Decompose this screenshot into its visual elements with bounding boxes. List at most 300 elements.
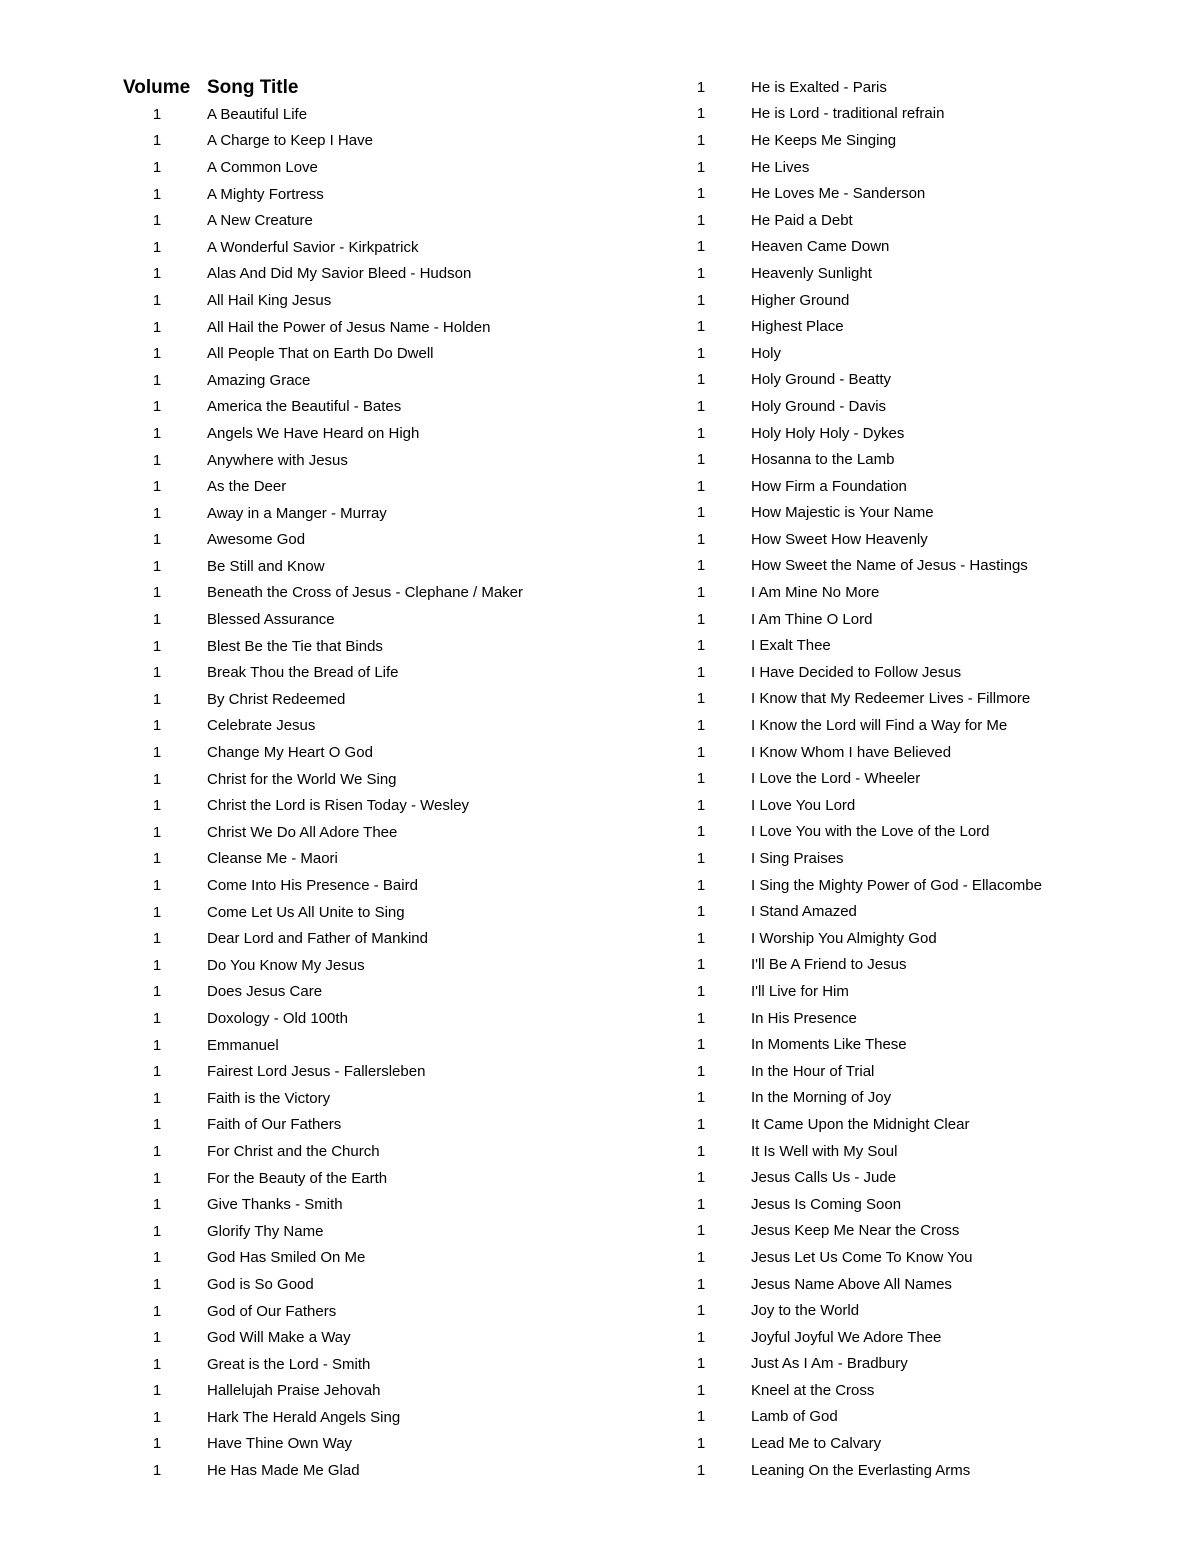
table-row — [662, 287, 1042, 314]
table-row — [662, 526, 1042, 553]
song-title-cell: Break Thou the Bread of Life — [207, 664, 399, 682]
table-row — [662, 180, 1042, 207]
song-title-cell: In the Hour of Trial — [751, 1062, 875, 1080]
table-row — [662, 606, 1042, 633]
table-row — [662, 1058, 1042, 1085]
table-row — [662, 260, 1042, 287]
volume-cell: 1 — [152, 1462, 162, 1480]
volume-cell: 1 — [696, 397, 706, 415]
table-row — [662, 313, 1042, 340]
song-title-cell: God Has Smiled On Me — [207, 1249, 366, 1267]
volume-cell: 1 — [696, 584, 706, 602]
volume-cell: 1 — [152, 744, 162, 762]
song-title-cell: I Sing the Mighty Power of God - Ellacombe — [751, 876, 1042, 894]
volume-cell: 1 — [696, 344, 706, 362]
volume-cell: 1 — [696, 211, 706, 229]
table-row — [662, 1457, 1042, 1484]
volume-cell: 1 — [152, 1222, 162, 1240]
table-row — [118, 792, 523, 819]
table-row — [662, 845, 1042, 872]
table-row — [662, 765, 1042, 792]
table-row — [118, 261, 523, 288]
table-row — [662, 686, 1042, 713]
table-row — [118, 766, 523, 793]
song-title-cell: Cleanse Me - Maori — [207, 850, 338, 868]
table-row — [662, 1218, 1042, 1245]
volume-cell: 1 — [152, 1408, 162, 1426]
song-title-cell: I Exalt Thee — [751, 637, 831, 655]
volume-cell: 1 — [152, 345, 162, 363]
volume-cell: 1 — [696, 1381, 706, 1399]
volume-cell: 1 — [696, 318, 706, 336]
song-title-cell: God of Our Fathers — [207, 1302, 337, 1320]
table-row — [662, 712, 1042, 739]
table-row — [118, 1005, 523, 1032]
table-row — [118, 367, 523, 394]
table-row — [662, 101, 1042, 128]
song-title-cell: Give Thanks - Smith — [207, 1196, 343, 1214]
table-row — [662, 1164, 1042, 1191]
song-title-cell: Angels We Have Heard on High — [207, 424, 420, 442]
table-row — [662, 1005, 1042, 1032]
table-row — [662, 393, 1042, 420]
song-title-cell: In His Presence — [751, 1009, 857, 1027]
table-row — [662, 978, 1042, 1005]
volume-cell: 1 — [152, 212, 162, 230]
song-title-cell: Jesus Let Us Come To Know You — [751, 1248, 973, 1266]
song-title-cell: Leaning On the Everlasting Arms — [751, 1461, 971, 1479]
volume-cell: 1 — [696, 956, 706, 974]
song-title-cell: Come Into His Presence - Baird — [207, 877, 418, 895]
volume-cell: 1 — [152, 132, 162, 150]
song-title-cell: Blessed Assurance — [207, 611, 335, 629]
volume-cell: 1 — [696, 823, 706, 841]
song-title-cell: He Keeps Me Singing — [751, 131, 897, 149]
song-title-cell: Jesus Name Above All Names — [751, 1275, 952, 1293]
volume-cell: 1 — [152, 1275, 162, 1293]
song-title-cell: Christ We Do All Adore Thee — [207, 823, 398, 841]
table-row — [662, 872, 1042, 899]
song-title-cell: All Hail the Power of Jesus Name - Holden — [207, 318, 491, 336]
volume-cell: 1 — [152, 1142, 162, 1160]
table-row — [662, 1085, 1042, 1112]
table-row — [662, 420, 1042, 447]
table-row — [662, 1244, 1042, 1271]
volume-cell: 1 — [696, 796, 706, 814]
song-title-cell: I Know the Lord will Find a Way for Me — [751, 717, 1008, 735]
volume-cell: 1 — [696, 903, 706, 921]
song-title-cell: Holy — [751, 344, 782, 362]
song-title-cell: It Came Upon the Midnight Clear — [751, 1115, 970, 1133]
song-title-cell: Hosanna to the Lamb — [751, 451, 895, 469]
volume-cell: 1 — [696, 1302, 706, 1320]
volume-cell: 1 — [696, 557, 706, 575]
song-title-cell: Have Thine Own Way — [207, 1435, 353, 1453]
table-row — [118, 1245, 523, 1272]
volume-cell: 1 — [152, 291, 162, 309]
volume-cell: 1 — [152, 424, 162, 442]
song-title-cell: Christ the Lord is Risen Today - Wesley — [207, 797, 470, 815]
table-row — [118, 101, 523, 128]
volume-cell: 1 — [696, 264, 706, 282]
volume-cell: 1 — [696, 158, 706, 176]
volume-cell: 1 — [696, 1275, 706, 1293]
table-row — [662, 1404, 1042, 1431]
volume-cell: 1 — [696, 238, 706, 256]
volume-cell: 1 — [696, 371, 706, 389]
volume-cell: 1 — [696, 78, 706, 96]
volume-cell: 1 — [696, 637, 706, 655]
table-row — [118, 979, 523, 1006]
song-title-cell: All People That on Earth Do Dwell — [207, 345, 434, 363]
table-row — [662, 234, 1042, 261]
volume-cell: 1 — [152, 185, 162, 203]
table-row — [118, 1457, 523, 1484]
table-row — [662, 1351, 1042, 1378]
song-title-cell: Be Still and Know — [207, 557, 325, 575]
volume-cell: 1 — [152, 1382, 162, 1400]
volume-cell: 1 — [152, 797, 162, 815]
table-header — [118, 74, 523, 101]
table-row — [662, 500, 1042, 527]
volume-cell: 1 — [696, 291, 706, 309]
volume-cell: 1 — [152, 850, 162, 868]
table-row — [662, 1111, 1042, 1138]
volume-cell: 1 — [152, 1169, 162, 1187]
volume-cell: 1 — [152, 1089, 162, 1107]
volume-cell: 1 — [696, 424, 706, 442]
song-title-cell: I Am Thine O Lord — [751, 610, 873, 628]
song-title-cell: I Have Decided to Follow Jesus — [751, 663, 962, 681]
volume-cell: 1 — [152, 877, 162, 895]
volume-cell: 1 — [152, 238, 162, 256]
volume-cell: 1 — [696, 717, 706, 735]
song-title-cell: I Know that My Redeemer Lives - Fillmore — [751, 690, 1031, 708]
volume-cell: 1 — [152, 478, 162, 496]
table-row — [118, 1271, 523, 1298]
table-row — [118, 686, 523, 713]
song-title-cell: It Is Well with My Soul — [751, 1142, 898, 1160]
song-title-cell: I Love You with the Love of the Lord — [751, 823, 990, 841]
table-row — [662, 1031, 1042, 1058]
volume-cell: 1 — [696, 929, 706, 947]
song-title-cell: How Sweet the Name of Jesus - Hastings — [751, 557, 1028, 575]
table-row — [118, 1032, 523, 1059]
song-title-cell: How Sweet How Heavenly — [751, 530, 928, 548]
song-title-cell: Glorify Thy Name — [207, 1222, 324, 1240]
table-row — [118, 1218, 523, 1245]
table-row — [662, 446, 1042, 473]
table-row — [118, 287, 523, 314]
volume-cell: 1 — [696, 876, 706, 894]
song-title-cell: I'll Live for Him — [751, 982, 849, 1000]
song-title-cell: How Majestic is Your Name — [751, 504, 934, 522]
table-row — [662, 819, 1042, 846]
song-title-cell: Alas And Did My Savior Bleed - Hudson — [207, 265, 472, 283]
song-title-cell: He Loves Me - Sanderson — [751, 185, 926, 203]
volume-cell: 1 — [152, 504, 162, 522]
table-row — [118, 500, 523, 527]
song-title-cell: America the Beautiful - Bates — [207, 398, 402, 416]
song-title-cell: Jesus Calls Us - Jude — [751, 1169, 897, 1187]
volume-cell: 1 — [696, 1062, 706, 1080]
volume-cell: 1 — [152, 584, 162, 602]
volume-cell: 1 — [696, 477, 706, 495]
song-title-cell: Great is the Lord - Smith — [207, 1355, 371, 1373]
song-title-cell: Faith is the Victory — [207, 1089, 331, 1107]
volume-cell: 1 — [696, 1328, 706, 1346]
table-row — [662, 553, 1042, 580]
song-title-cell: Beneath the Cross of Jesus - Clephane / Maker — [207, 584, 523, 602]
volume-cell: 1 — [696, 690, 706, 708]
song-title-cell: Holy Ground - Beatty — [751, 371, 892, 389]
song-title-cell: Kneel at the Cross — [751, 1381, 875, 1399]
volume-cell: 1 — [152, 956, 162, 974]
volume-cell: 1 — [696, 982, 706, 1000]
table-row — [662, 127, 1042, 154]
table-row — [118, 659, 523, 686]
song-title-cell: Dear Lord and Father of Mankind — [207, 930, 428, 948]
volume-cell: 1 — [696, 610, 706, 628]
volume-cell: 1 — [696, 1115, 706, 1133]
song-title-cell: Heaven Came Down — [751, 238, 890, 256]
table-row — [118, 154, 523, 181]
song-title-cell: Just As I Am - Bradbury — [751, 1355, 908, 1373]
song-title-cell: God Will Make a Way — [207, 1329, 351, 1347]
song-title-cell: Faith of Our Fathers — [207, 1116, 342, 1134]
volume-cell: 1 — [696, 770, 706, 788]
song-title-cell: Holy Holy Holy - Dykes — [751, 424, 905, 442]
volume-cell: 1 — [696, 1009, 706, 1027]
volume-cell: 1 — [152, 557, 162, 575]
table-row — [118, 1191, 523, 1218]
song-title-cell: Away in a Manger - Murray — [207, 504, 387, 522]
table-row — [662, 898, 1042, 925]
right-column — [662, 74, 1042, 1483]
table-row — [118, 420, 523, 447]
song-title-cell: He is Lord - traditional refrain — [751, 105, 945, 123]
table-row — [662, 952, 1042, 979]
song-title-cell: In Moments Like These — [751, 1036, 907, 1054]
volume-cell: 1 — [152, 371, 162, 389]
table-row — [118, 553, 523, 580]
volume-cell: 1 — [696, 185, 706, 203]
volume-cell: 1 — [152, 1116, 162, 1134]
volume-cell: 1 — [696, 1222, 706, 1240]
table-row — [662, 1138, 1042, 1165]
table-row — [662, 473, 1042, 500]
song-title-cell: Do You Know My Jesus — [207, 956, 365, 974]
volume-cell: 1 — [152, 158, 162, 176]
song-title-cell: Joy to the World — [751, 1302, 860, 1320]
volume-cell: 1 — [696, 131, 706, 149]
song-title-cell: Heavenly Sunlight — [751, 264, 872, 282]
table-row — [662, 340, 1042, 367]
song-title-cell: I Love You Lord — [751, 796, 856, 814]
volume-cell: 1 — [696, 1435, 706, 1453]
table-row — [118, 899, 523, 926]
volume-cell: 1 — [696, 1142, 706, 1160]
volume-cell: 1 — [152, 930, 162, 948]
song-title-cell: I Am Mine No More — [751, 584, 880, 602]
song-title-cell: Emmanuel — [207, 1036, 279, 1054]
table-row — [118, 633, 523, 660]
volume-cell: 1 — [152, 823, 162, 841]
volume-cell: 1 — [696, 1461, 706, 1479]
volume-cell: 1 — [152, 690, 162, 708]
table-row — [118, 819, 523, 846]
table-row — [118, 447, 523, 474]
table-row — [118, 1165, 523, 1192]
table-row — [118, 580, 523, 607]
volume-cell: 1 — [696, 1169, 706, 1187]
song-title-cell: Fairest Lord Jesus - Fallersleben — [207, 1063, 426, 1081]
song-title-cell: Come Let Us All Unite to Sing — [207, 903, 405, 921]
volume-cell: 1 — [696, 850, 706, 868]
song-title-cell: Amazing Grace — [207, 371, 311, 389]
song-title-cell: I Love the Lord - Wheeler — [751, 770, 921, 788]
song-title-cell: Change My Heart O God — [207, 744, 373, 762]
table-row — [118, 473, 523, 500]
song-title-cell: Jesus Is Coming Soon — [751, 1195, 902, 1213]
left-column — [118, 74, 523, 1484]
song-title-cell: He Lives — [751, 158, 810, 176]
volume-cell: 1 — [696, 1036, 706, 1054]
volume-cell: 1 — [696, 504, 706, 522]
table-row — [118, 872, 523, 899]
table-row — [118, 234, 523, 261]
table-row — [662, 579, 1042, 606]
song-title-cell: Joyful Joyful We Adore Thee — [751, 1328, 942, 1346]
table-row — [662, 739, 1042, 766]
table-row — [118, 527, 523, 554]
song-title-cell: Jesus Keep Me Near the Cross — [751, 1222, 960, 1240]
song-title-cell: As the Deer — [207, 478, 287, 496]
song-title-cell: Doxology - Old 100th — [207, 1009, 348, 1027]
volume-cell: 1 — [696, 1089, 706, 1107]
table-row — [118, 713, 523, 740]
volume-cell: 1 — [696, 105, 706, 123]
volume-cell: 1 — [696, 663, 706, 681]
table-row — [662, 207, 1042, 234]
song-title-cell: God is So Good — [207, 1275, 314, 1293]
table-row — [118, 1404, 523, 1431]
table-row — [118, 128, 523, 155]
table-row — [662, 925, 1042, 952]
table-row — [118, 1324, 523, 1351]
song-title-cell: A Common Love — [207, 158, 318, 176]
volume-cell: 1 — [152, 637, 162, 655]
song-title-cell: For Christ and the Church — [207, 1142, 380, 1160]
table-row — [662, 1377, 1042, 1404]
volume-column-header: Volume — [123, 76, 191, 98]
song-title-cell: I Worship You Almighty God — [751, 929, 937, 947]
song-title-cell: Does Jesus Care — [207, 983, 323, 1001]
table-row — [118, 1058, 523, 1085]
table-row — [118, 1112, 523, 1139]
song-title-cell: I Stand Amazed — [751, 903, 857, 921]
volume-cell: 1 — [152, 903, 162, 921]
table-row — [118, 1138, 523, 1165]
table-row — [118, 846, 523, 873]
song-title-cell: A New Creature — [207, 212, 313, 230]
song-title-cell: For the Beauty of the Earth — [207, 1169, 388, 1187]
song-title-cell: Celebrate Jesus — [207, 717, 316, 735]
song-title-cell: Holy Ground - Davis — [751, 397, 887, 415]
table-row — [118, 181, 523, 208]
volume-cell: 1 — [152, 1302, 162, 1320]
table-row — [662, 632, 1042, 659]
song-title-cell: By Christ Redeemed — [207, 690, 346, 708]
volume-cell: 1 — [152, 770, 162, 788]
table-row — [118, 1298, 523, 1325]
volume-cell: 1 — [696, 530, 706, 548]
volume-cell: 1 — [152, 105, 162, 123]
table-row — [662, 154, 1042, 181]
volume-cell: 1 — [152, 1249, 162, 1267]
song-title-cell: A Beautiful Life — [207, 105, 308, 123]
table-row — [118, 739, 523, 766]
volume-cell: 1 — [152, 717, 162, 735]
song-title-cell: A Wonderful Savior - Kirkpatrick — [207, 238, 419, 256]
song-title-cell: A Charge to Keep I Have — [207, 132, 373, 150]
volume-cell: 1 — [152, 318, 162, 336]
song-title-cell: Anywhere with Jesus — [207, 451, 348, 469]
song-title-cell: Awesome God — [207, 531, 306, 549]
song-title-cell: Blest Be the Tie that Binds — [207, 637, 383, 655]
song-title-cell: Christ for the World We Sing — [207, 770, 397, 788]
song-title-cell: Lamb of God — [751, 1408, 838, 1426]
song-title-cell: Hallelujah Praise Jehovah — [207, 1382, 381, 1400]
volume-cell: 1 — [696, 451, 706, 469]
table-row — [662, 792, 1042, 819]
volume-cell: 1 — [152, 1329, 162, 1347]
song-title-cell: I Sing Praises — [751, 850, 844, 868]
table-row — [662, 1271, 1042, 1298]
volume-cell: 1 — [152, 664, 162, 682]
table-row — [662, 367, 1042, 394]
volume-cell: 1 — [152, 1009, 162, 1027]
song-title-cell: Higher Ground — [751, 291, 850, 309]
volume-cell: 1 — [152, 531, 162, 549]
table-row — [662, 74, 1042, 101]
table-row — [662, 1324, 1042, 1351]
table-row — [118, 925, 523, 952]
volume-cell: 1 — [152, 1196, 162, 1214]
song-title-cell: In the Morning of Joy — [751, 1089, 892, 1107]
table-row — [118, 314, 523, 341]
song-title-cell: How Firm a Foundation — [751, 477, 907, 495]
table-row — [118, 1351, 523, 1378]
volume-cell: 1 — [696, 1408, 706, 1426]
volume-cell: 1 — [696, 1248, 706, 1266]
song-title-cell: He Paid a Debt — [751, 211, 853, 229]
volume-cell: 1 — [152, 265, 162, 283]
song-title-cell: He is Exalted - Paris — [751, 78, 887, 96]
table-row — [662, 1191, 1042, 1218]
volume-cell: 1 — [696, 743, 706, 761]
table-row — [118, 340, 523, 367]
table-row — [662, 1297, 1042, 1324]
song-title-cell: Hark The Herald Angels Sing — [207, 1408, 401, 1426]
volume-cell: 1 — [152, 1063, 162, 1081]
table-row — [118, 1085, 523, 1112]
table-row — [118, 1431, 523, 1458]
volume-cell: 1 — [152, 398, 162, 416]
table-row — [662, 659, 1042, 686]
song-title-cell: I'll Be A Friend to Jesus — [751, 956, 907, 974]
table-row — [662, 1430, 1042, 1457]
